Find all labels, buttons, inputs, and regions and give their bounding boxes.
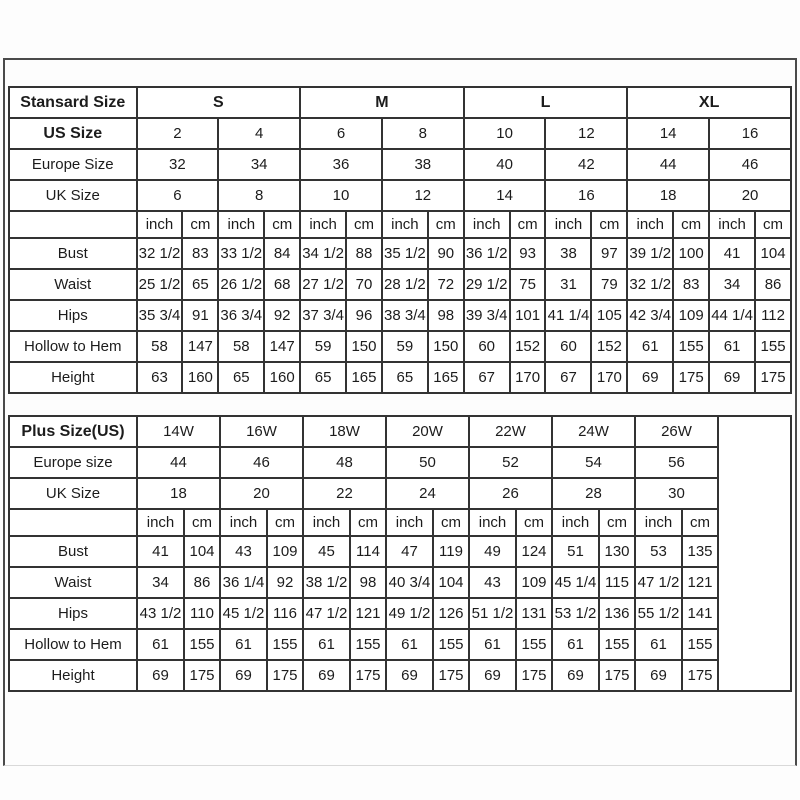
unit-inch-label: inch [137,211,183,238]
size-group-header-s: S [137,87,301,118]
unit-cm-label: cm [516,509,552,536]
cm-value: 175 [184,660,220,691]
inch-value: 37 3/4 [300,300,346,331]
row-label: Europe Size [9,149,137,180]
size-value: 24 [386,478,469,509]
cm-value: 165 [346,362,382,393]
size-value: 36 [300,149,382,180]
cm-value: 110 [184,598,220,629]
cm-value: 155 [599,629,635,660]
inch-value: 41 [137,536,184,567]
inch-value: 61 [552,629,599,660]
size-value: 38 [382,149,464,180]
cm-value: 135 [682,536,718,567]
cm-value: 126 [433,598,469,629]
cm-value: 112 [755,300,791,331]
cm-value: 124 [516,536,552,567]
unit-cm-label: cm [428,211,464,238]
inch-value: 25 1/2 [137,269,183,300]
cm-value: 160 [182,362,218,393]
empty-filler-cell [718,416,791,691]
cm-value: 105 [591,300,627,331]
inch-value: 45 1/4 [552,567,599,598]
inch-value: 60 [464,331,510,362]
inch-value: 58 [218,331,264,362]
plus-size-table [8,415,792,692]
cm-value: 175 [599,660,635,691]
size-value: 12 [382,180,464,211]
unit-cm-label: cm [433,509,469,536]
inch-value: 43 [220,536,267,567]
cm-value: 155 [755,331,791,362]
cm-value: 175 [433,660,469,691]
row-label: US Size [9,118,137,149]
inch-value: 45 1/2 [220,598,267,629]
size-value: 20 [709,180,791,211]
cm-value: 114 [350,536,386,567]
inch-value: 32 1/2 [137,238,183,269]
cm-value: 155 [267,629,303,660]
size-value: 18W [303,416,386,447]
inch-value: 61 [709,331,755,362]
inch-value: 36 3/4 [218,300,264,331]
size-value: 4 [218,118,300,149]
unit-inch-label: inch [627,211,673,238]
unit-inch-label: inch [218,211,264,238]
cm-value: 152 [510,331,546,362]
inch-value: 34 [709,269,755,300]
inch-value: 60 [545,331,591,362]
inch-value: 47 1/2 [635,567,682,598]
inch-value: 43 [469,567,516,598]
unit-inch-label: inch [552,509,599,536]
unit-inch-label: inch [545,211,591,238]
cm-value: 75 [510,269,546,300]
inch-value: 38 1/2 [303,567,350,598]
inch-value: 43 1/2 [137,598,184,629]
cm-value: 155 [673,331,709,362]
unit-cm-label: cm [346,211,382,238]
inch-value: 65 [300,362,346,393]
cm-value: 72 [428,269,464,300]
cm-value: 70 [346,269,382,300]
inch-value: 67 [545,362,591,393]
inch-value: 31 [545,269,591,300]
unit-cm-label: cm [682,509,718,536]
size-value: 34 [218,149,300,180]
inch-value: 49 [469,536,516,567]
cm-value: 155 [350,629,386,660]
inch-value: 36 1/4 [220,567,267,598]
cm-value: 98 [428,300,464,331]
size-value: 16W [220,416,303,447]
unit-cm-label: cm [755,211,791,238]
cm-value: 92 [264,300,300,331]
cm-value: 97 [591,238,627,269]
row-label: UK Size [9,180,137,211]
cm-value: 65 [182,269,218,300]
size-value: 14 [627,118,709,149]
units-row-corner [9,211,137,238]
inch-value: 35 1/2 [382,238,428,269]
unit-cm-label: cm [510,211,546,238]
cm-value: 68 [264,269,300,300]
cm-value: 109 [516,567,552,598]
cm-value: 92 [267,567,303,598]
inch-value: 34 [137,567,184,598]
cm-value: 84 [264,238,300,269]
size-value: 50 [386,447,469,478]
cm-value: 155 [516,629,552,660]
unit-cm-label: cm [591,211,627,238]
size-value: 6 [300,118,382,149]
row-label: Plus Size(US) [9,416,137,447]
cm-value: 104 [184,536,220,567]
unit-cm-label: cm [599,509,635,536]
inch-value: 61 [627,331,673,362]
inch-value: 61 [386,629,433,660]
row-label: Hips [9,300,137,331]
inch-value: 39 1/2 [627,238,673,269]
size-value: 24W [552,416,635,447]
cm-value: 175 [755,362,791,393]
size-value: 32 [137,149,219,180]
size-value: 46 [709,149,791,180]
inch-value: 45 [303,536,350,567]
size-value: 18 [137,478,220,509]
size-value: 48 [303,447,386,478]
cm-value: 136 [599,598,635,629]
inch-value: 35 3/4 [137,300,183,331]
size-value: 44 [137,447,220,478]
size-group-header-l: L [464,87,628,118]
inch-value: 69 [635,660,682,691]
inch-value: 53 [635,536,682,567]
cm-value: 116 [267,598,303,629]
inch-value: 28 1/2 [382,269,428,300]
cm-value: 175 [350,660,386,691]
size-value: 16 [709,118,791,149]
size-value: 6 [137,180,219,211]
size-value: 26 [469,478,552,509]
unit-inch-label: inch [137,509,184,536]
size-value: 8 [218,180,300,211]
inch-value: 65 [218,362,264,393]
cm-value: 119 [433,536,469,567]
size-value: 20W [386,416,469,447]
cm-value: 147 [182,331,218,362]
inch-value: 55 1/2 [635,598,682,629]
cm-value: 98 [350,567,386,598]
cm-value: 155 [433,629,469,660]
inch-value: 69 [137,660,184,691]
size-value: 44 [627,149,709,180]
inch-value: 34 1/2 [300,238,346,269]
size-value: 40 [464,149,546,180]
row-label: Bust [9,238,137,269]
cm-value: 109 [673,300,709,331]
inch-value: 53 1/2 [552,598,599,629]
size-value: 22 [303,478,386,509]
size-value: 10 [464,118,546,149]
inch-value: 39 3/4 [464,300,510,331]
inch-value: 44 1/4 [709,300,755,331]
cm-value: 104 [433,567,469,598]
inch-value: 29 1/2 [464,269,510,300]
cm-value: 155 [184,629,220,660]
corner-label: Stansard Size [9,87,137,118]
unit-inch-label: inch [709,211,755,238]
unit-cm-label: cm [264,211,300,238]
units-row-corner [9,509,137,536]
inch-value: 67 [464,362,510,393]
size-value: 26W [635,416,718,447]
size-value: 2 [137,118,219,149]
unit-inch-label: inch [386,509,433,536]
size-value: 8 [382,118,464,149]
size-value: 52 [469,447,552,478]
inch-value: 61 [220,629,267,660]
standard-size-table [8,86,792,394]
row-label: Hollow to Hem [9,629,137,660]
cm-value: 175 [673,362,709,393]
size-value: 54 [552,447,635,478]
inch-value: 59 [300,331,346,362]
inch-value: 61 [635,629,682,660]
size-value: 20 [220,478,303,509]
cm-value: 121 [350,598,386,629]
unit-cm-label: cm [184,509,220,536]
row-label: Height [9,362,137,393]
inch-value: 40 3/4 [386,567,433,598]
size-value: 22W [469,416,552,447]
cm-value: 175 [516,660,552,691]
size-value: 28 [552,478,635,509]
unit-inch-label: inch [382,211,428,238]
inch-value: 69 [469,660,516,691]
unit-cm-label: cm [182,211,218,238]
cm-value: 96 [346,300,382,331]
size-value: 16 [545,180,627,211]
cm-value: 165 [428,362,464,393]
cm-value: 175 [267,660,303,691]
size-group-header-xl: XL [627,87,791,118]
cm-value: 121 [682,567,718,598]
chart-outer-frame [3,58,797,766]
cm-value: 150 [428,331,464,362]
cm-value: 155 [682,629,718,660]
inch-value: 69 [552,660,599,691]
inch-value: 51 [552,536,599,567]
cm-value: 170 [510,362,546,393]
inch-value: 26 1/2 [218,269,264,300]
cm-value: 83 [673,269,709,300]
inch-value: 47 1/2 [303,598,350,629]
size-group-header-m: M [300,87,464,118]
unit-inch-label: inch [303,509,350,536]
cm-value: 150 [346,331,382,362]
inch-value: 41 1/4 [545,300,591,331]
unit-inch-label: inch [464,211,510,238]
inch-value: 32 1/2 [627,269,673,300]
inch-value: 69 [386,660,433,691]
cm-value: 160 [264,362,300,393]
inch-value: 38 3/4 [382,300,428,331]
cm-value: 90 [428,238,464,269]
row-label: Waist [9,567,137,598]
unit-inch-label: inch [300,211,346,238]
cm-value: 86 [184,567,220,598]
cm-value: 91 [182,300,218,331]
cm-value: 152 [591,331,627,362]
inch-value: 69 [627,362,673,393]
cm-value: 147 [264,331,300,362]
size-value: 42 [545,149,627,180]
cm-value: 88 [346,238,382,269]
size-value: 30 [635,478,718,509]
unit-inch-label: inch [469,509,516,536]
unit-inch-label: inch [635,509,682,536]
inch-value: 33 1/2 [218,238,264,269]
row-label: UK Size [9,478,137,509]
row-label: Hips [9,598,137,629]
cm-value: 79 [591,269,627,300]
row-label: Height [9,660,137,691]
unit-cm-label: cm [673,211,709,238]
size-value: 14W [137,416,220,447]
cm-value: 130 [599,536,635,567]
inch-value: 59 [382,331,428,362]
inch-value: 49 1/2 [386,598,433,629]
inch-value: 41 [709,238,755,269]
inch-value: 61 [137,629,184,660]
size-value: 56 [635,447,718,478]
size-value: 18 [627,180,709,211]
row-label: Bust [9,536,137,567]
cm-value: 170 [591,362,627,393]
cm-value: 104 [755,238,791,269]
cm-value: 141 [682,598,718,629]
inch-value: 47 [386,536,433,567]
inch-value: 36 1/2 [464,238,510,269]
inch-value: 69 [220,660,267,691]
cm-value: 93 [510,238,546,269]
cm-value: 109 [267,536,303,567]
row-label: Europe size [9,447,137,478]
unit-inch-label: inch [220,509,267,536]
cm-value: 86 [755,269,791,300]
size-value: 46 [220,447,303,478]
inch-value: 61 [469,629,516,660]
cm-value: 100 [673,238,709,269]
inch-value: 38 [545,238,591,269]
cm-value: 115 [599,567,635,598]
inch-value: 63 [137,362,183,393]
inch-value: 69 [303,660,350,691]
cm-value: 101 [510,300,546,331]
unit-cm-label: cm [350,509,386,536]
inch-value: 61 [303,629,350,660]
size-value: 10 [300,180,382,211]
inch-value: 51 1/2 [469,598,516,629]
cm-value: 131 [516,598,552,629]
cm-value: 83 [182,238,218,269]
inch-value: 58 [137,331,183,362]
size-value: 12 [545,118,627,149]
row-label: Hollow to Hem [9,331,137,362]
cm-value: 175 [682,660,718,691]
inch-value: 69 [709,362,755,393]
unit-cm-label: cm [267,509,303,536]
size-value: 14 [464,180,546,211]
inch-value: 27 1/2 [300,269,346,300]
inch-value: 42 3/4 [627,300,673,331]
row-label: Waist [9,269,137,300]
inch-value: 65 [382,362,428,393]
